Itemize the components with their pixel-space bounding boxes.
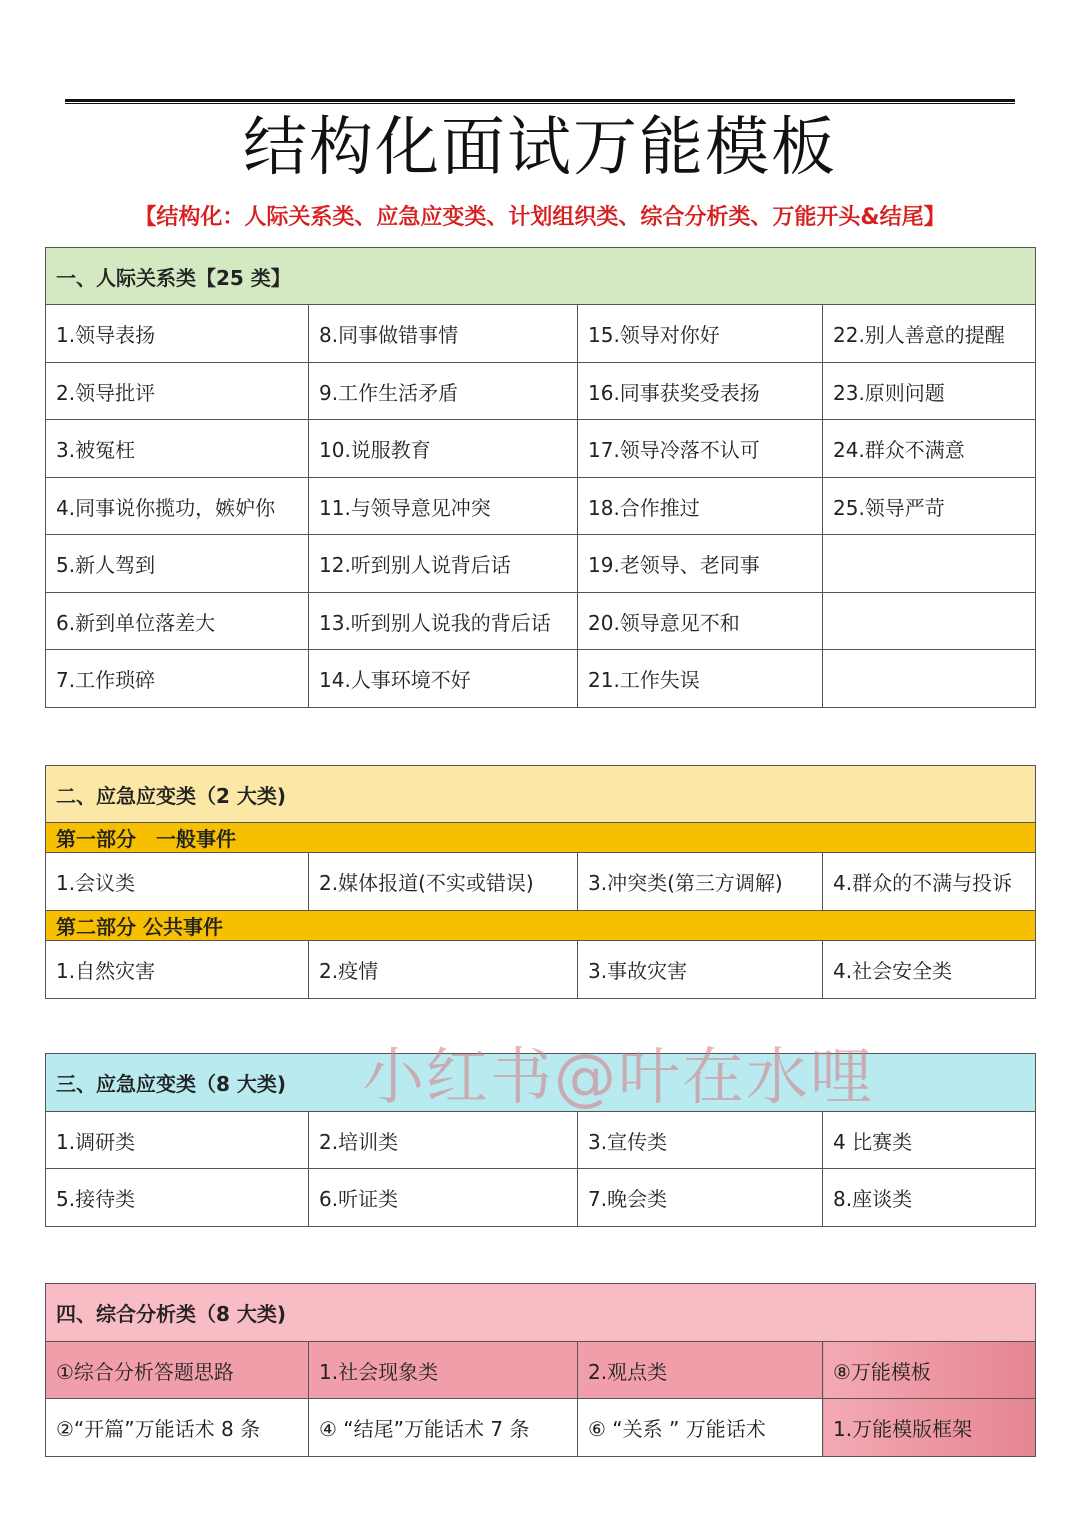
section-header: 一、人际关系类【25 类】 — [46, 248, 1036, 305]
table-cell — [823, 593, 1036, 650]
section-analysis-table — [45, 1283, 1036, 1457]
top-divider — [65, 99, 1015, 104]
section-planning-table — [45, 1053, 1036, 1227]
table-cell: 2.培训类 — [309, 1112, 578, 1169]
table-cell: 6.新到单位落差大 — [46, 593, 309, 650]
table-cell: 3.被冤枉 — [46, 420, 309, 478]
table-cell: 18.合作推过 — [578, 478, 823, 535]
page-title: 结构化面试万能模板 — [243, 111, 837, 185]
table-cell: 1.领导表扬 — [46, 305, 309, 363]
section-header: 四、综合分析类（8 大类) — [46, 1284, 1036, 1342]
table-cell: 21.工作失误 — [578, 650, 823, 708]
table-cell: 24.群众不满意 — [823, 420, 1036, 478]
subsection-header: 第二部分 公共事件 — [46, 911, 1036, 941]
table-cell: 6.听证类 — [309, 1169, 578, 1227]
table-cell: 25.领导严苛 — [823, 478, 1036, 535]
page-subtitle: 【结构化：人际关系类、应急应变类、计划组织类、综合分析类、万能开头&结尾】 — [134, 205, 946, 230]
table-cell: 3.宣传类 — [578, 1112, 823, 1169]
table-cell: 17.领导冷落不认可 — [578, 420, 823, 478]
table-cell — [823, 535, 1036, 593]
table-cell: 8.座谈类 — [823, 1169, 1036, 1227]
table-cell: 16.同事获奖受表扬 — [578, 363, 823, 420]
section-header: 二、应急应变类（2 大类) — [46, 766, 1036, 823]
table-cell: 13.听到别人说我的背后话 — [309, 593, 578, 650]
table-cell: 1.自然灾害 — [46, 941, 309, 999]
table-cell: 7.工作琐碎 — [46, 650, 309, 708]
table-cell: ②“开篇”万能话术 8 条 — [46, 1399, 309, 1457]
table-cell: 23.原则问题 — [823, 363, 1036, 420]
watermark: 小红书@叶在水哩 — [362, 1040, 875, 1113]
table-cell: 2.领导批评 — [46, 363, 309, 420]
table-cell: 4.群众的不满与投诉 — [823, 853, 1036, 911]
table-cell: 2.观点类 — [578, 1342, 823, 1399]
table-cell: 2.媒体报道(不实或错误) — [309, 853, 578, 911]
table-cell: 8.同事做错事情 — [309, 305, 578, 363]
table-cell: 4 比赛类 — [823, 1112, 1036, 1169]
table-cell: ⑧万能模板 — [823, 1342, 1036, 1399]
section-header: 三、应急应变类（8 大类) — [46, 1054, 1036, 1112]
section-emergency-table — [45, 765, 1036, 999]
table-cell: ④ “结尾”万能话术 7 条 — [309, 1399, 578, 1457]
table-cell: 5.新人驾到 — [46, 535, 309, 593]
section-interpersonal-table — [45, 247, 1036, 708]
table-cell: 1.万能模版框架 — [823, 1399, 1036, 1457]
table-cell: 5.接待类 — [46, 1169, 309, 1227]
table-cell: 4.社会安全类 — [823, 941, 1036, 999]
table-cell: 19.老领导、老同事 — [578, 535, 823, 593]
table-cell: ①综合分析答题思路 — [46, 1342, 309, 1399]
table-cell: 11.与领导意见冲突 — [309, 478, 578, 535]
table-cell — [823, 650, 1036, 708]
table-cell: 1.调研类 — [46, 1112, 309, 1169]
table-cell: 3.冲突类(第三方调解) — [578, 853, 823, 911]
table-cell: 15.领导对你好 — [578, 305, 823, 363]
table-cell: 14.人事环境不好 — [309, 650, 578, 708]
table-cell: 4.同事说你揽功，嫉妒你 — [46, 478, 309, 535]
table-cell: 22.别人善意的提醒 — [823, 305, 1036, 363]
table-cell: 2.疫情 — [309, 941, 578, 999]
table-cell: 9.工作生活矛盾 — [309, 363, 578, 420]
table-cell: 20.领导意见不和 — [578, 593, 823, 650]
subsection-header: 第一部分 一般事件 — [46, 823, 1036, 853]
table-cell: 7.晚会类 — [578, 1169, 823, 1227]
table-cell: ⑥ “关系 ” 万能话术 — [578, 1399, 823, 1457]
table-cell: 10.说服教育 — [309, 420, 578, 478]
table-cell: 3.事故灾害 — [578, 941, 823, 999]
table-cell: 1.社会现象类 — [309, 1342, 578, 1399]
table-cell: 1.会议类 — [46, 853, 309, 911]
table-cell: 12.听到别人说背后话 — [309, 535, 578, 593]
